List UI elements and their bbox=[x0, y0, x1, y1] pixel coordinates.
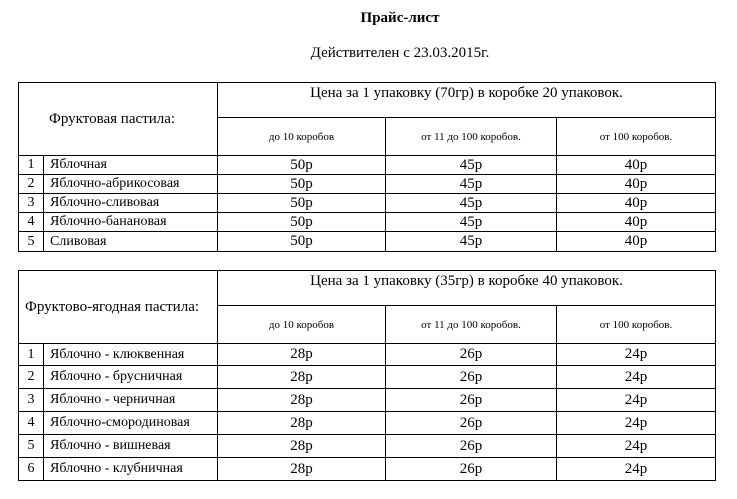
table-name-header: Фруктово-ягодная пастила: bbox=[19, 271, 218, 344]
validity-date: Действителен с 23.03.2015г. bbox=[310, 45, 490, 61]
row-number: 2 bbox=[19, 366, 44, 389]
table-row bbox=[19, 194, 716, 213]
column-header: от 11 до 100 коробов. bbox=[386, 306, 557, 344]
table-row bbox=[19, 156, 716, 175]
product-name: Яблочно - клюквенная bbox=[44, 344, 218, 366]
product-name: Сливовая bbox=[44, 232, 218, 252]
price-cell: 26р bbox=[386, 344, 557, 366]
price-cell: 28р bbox=[218, 458, 386, 481]
row-number: 3 bbox=[19, 389, 44, 412]
price-cell: 40р bbox=[557, 232, 716, 252]
table-row bbox=[19, 344, 716, 366]
column-header: от 100 коробов. bbox=[557, 118, 716, 156]
product-name: Яблочно-банановая bbox=[44, 213, 218, 232]
row-number: 1 bbox=[19, 344, 44, 366]
price-cell: 28р bbox=[218, 435, 386, 458]
price-cell: 50р bbox=[218, 175, 386, 194]
price-cell: 45р bbox=[386, 213, 557, 232]
column-header: от 11 до 100 коробов. bbox=[386, 118, 557, 156]
product-name: Яблочно-абрикосовая bbox=[44, 175, 218, 194]
table-row bbox=[19, 213, 716, 232]
price-cell: 28р bbox=[218, 412, 386, 435]
price-cell: 50р bbox=[218, 194, 386, 213]
product-name: Яблочно - брусничная bbox=[44, 366, 218, 389]
group-header: Цена за 1 упаковку (35гр) в коробке 40 упаковок. bbox=[218, 271, 716, 306]
table-row bbox=[19, 458, 716, 481]
price-cell: 40р bbox=[557, 194, 716, 213]
price-cell: 26р bbox=[386, 435, 557, 458]
price-cell: 26р bbox=[386, 412, 557, 435]
table-row bbox=[19, 232, 716, 252]
row-number: 4 bbox=[19, 213, 44, 232]
price-cell: 40р bbox=[557, 175, 716, 194]
table-name-header: Фруктовая пастила: bbox=[19, 83, 218, 156]
product-name: Яблочно - черничная bbox=[44, 389, 218, 412]
product-name: Яблочно-смородиновая bbox=[44, 412, 218, 435]
price-cell: 40р bbox=[557, 213, 716, 232]
price-cell: 50р bbox=[218, 156, 386, 175]
table-row bbox=[19, 435, 716, 458]
group-header: Цена за 1 упаковку (70гр) в коробке 20 упаковок. bbox=[218, 83, 716, 118]
price-cell: 24р bbox=[557, 366, 716, 389]
price-cell: 40р bbox=[557, 156, 716, 175]
product-name: Яблочная bbox=[44, 156, 218, 175]
row-number: 5 bbox=[19, 232, 44, 252]
row-number: 1 bbox=[19, 156, 44, 175]
price-cell: 45р bbox=[386, 232, 557, 252]
price-cell: 45р bbox=[386, 156, 557, 175]
product-name: Яблочно-сливовая bbox=[44, 194, 218, 213]
table-row bbox=[19, 412, 716, 435]
column-header: до 10 коробов bbox=[218, 118, 386, 156]
price-cell: 24р bbox=[557, 389, 716, 412]
price-cell: 45р bbox=[386, 175, 557, 194]
price-cell: 24р bbox=[557, 435, 716, 458]
price-cell: 28р bbox=[218, 344, 386, 366]
table-row bbox=[19, 366, 716, 389]
fruit-berry-pastila-table bbox=[18, 270, 716, 481]
row-number: 6 bbox=[19, 458, 44, 481]
price-cell: 50р bbox=[218, 232, 386, 252]
fruit-pastila-table bbox=[18, 82, 716, 252]
price-cell: 26р bbox=[386, 389, 557, 412]
product-name: Яблочно - вишневая bbox=[44, 435, 218, 458]
price-cell: 24р bbox=[557, 458, 716, 481]
row-number: 3 bbox=[19, 194, 44, 213]
column-header: от 100 коробов. bbox=[557, 306, 716, 344]
price-cell: 24р bbox=[557, 412, 716, 435]
price-cell: 26р bbox=[386, 458, 557, 481]
price-cell: 50р bbox=[218, 213, 386, 232]
table-row bbox=[19, 175, 716, 194]
row-number: 4 bbox=[19, 412, 44, 435]
price-cell: 26р bbox=[386, 366, 557, 389]
page-title: Прайс-лист bbox=[360, 10, 440, 26]
price-cell: 24р bbox=[557, 344, 716, 366]
row-number: 2 bbox=[19, 175, 44, 194]
product-name: Яблочно - клубничная bbox=[44, 458, 218, 481]
table-row bbox=[19, 389, 716, 412]
column-header: до 10 коробов bbox=[218, 306, 386, 344]
row-number: 5 bbox=[19, 435, 44, 458]
price-cell: 28р bbox=[218, 366, 386, 389]
price-cell: 45р bbox=[386, 194, 557, 213]
price-cell: 28р bbox=[218, 389, 386, 412]
